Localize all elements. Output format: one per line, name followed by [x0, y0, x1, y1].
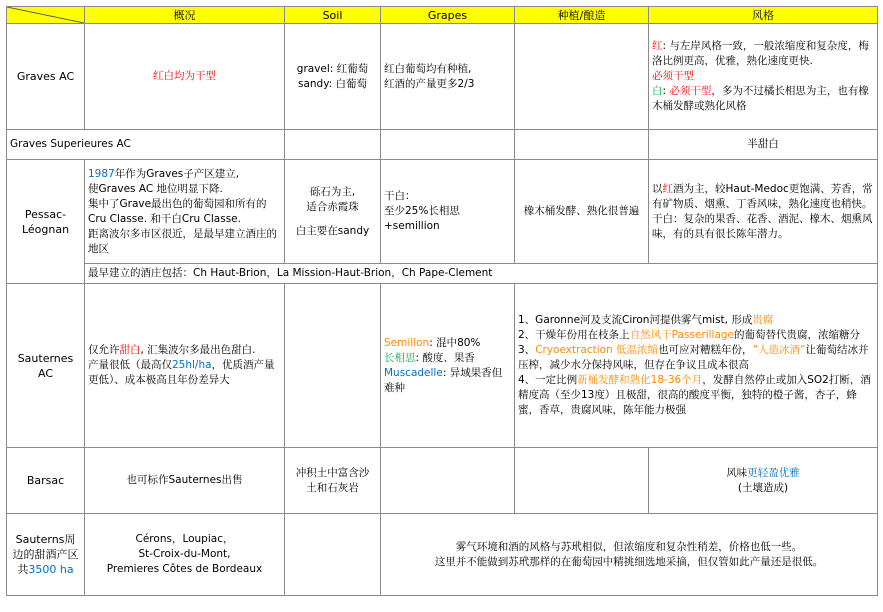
grapes-cell [381, 284, 515, 448]
year: 1987 [88, 167, 115, 180]
point-text: ，发酵自然停止或加入SO2打断，酒精度高（至少13度）且极甜，很高的酸度平衡，独特的橙子酱，杏子，蜂蜜，香草，贵腐风味，陈年能力极强 [518, 374, 871, 416]
row-graves-superieures [7, 130, 878, 160]
region-name: Graves AC [7, 24, 85, 130]
row-pessac-leognan [7, 160, 878, 264]
note-line: 这里并不能做到苏玳那样的在葡萄园中精挑细选地采摘，但仅管如此产量还是很低。 [434, 555, 824, 568]
grape-line [384, 366, 511, 396]
overview-text: , 汇集波尔多最出色甜白. [140, 344, 256, 356]
region-name: Barsac [7, 448, 85, 514]
region-text: 共 [17, 563, 29, 576]
soil-cell [285, 24, 381, 130]
region-name [7, 160, 85, 284]
style-text: 酒为主，较Haut-Medoc更饱满、芳香，常有矿物质、烟熏、丁香风味，熟化速度也稍快。 [652, 182, 873, 210]
orange-highlight: 自然风干Passerillage [629, 329, 735, 341]
point-text: 也可应对糟糕年份， [658, 344, 753, 356]
soil-line: 冲积土中富含沙 [295, 466, 370, 479]
overview-line: Premieres Côtes de Bordeaux [106, 563, 263, 575]
row-pessac-chateaux [7, 264, 878, 284]
grape-text: : 酸度、果香 [415, 351, 475, 364]
soil-cell [285, 514, 381, 596]
viticulture-cell: 橡木桶发酵、熟化很普遍 [515, 160, 649, 264]
viticulture-cell [515, 24, 649, 130]
region-name-line: Sauternes [17, 351, 74, 365]
orange-highlight: 新桶发酵和熟化18-36个月 [577, 374, 703, 386]
grapes-line: 红白葡萄均有种植, [384, 62, 472, 75]
red-highlight: 甜白 [119, 344, 141, 356]
overview-text: 年作为Graves子产区建立, [114, 167, 240, 180]
overview-line: 集中了Grave最出色的葡萄园和所有的Cru Classe. 和干白Cru Classe. [88, 197, 267, 225]
grape-line [384, 351, 511, 366]
style-red-dry: 必须干型 [652, 70, 694, 82]
style-text: 以 [652, 182, 663, 195]
point-2 [518, 328, 874, 343]
note-cell [381, 514, 878, 596]
region-name [7, 284, 85, 448]
soil-line: 适合赤霞珠 [306, 200, 359, 213]
grape-text: : 异域果香但难种 [384, 366, 503, 394]
bordeaux-regions-table [6, 6, 878, 596]
soil-line: gravel: 红葡萄 [296, 62, 369, 75]
grape-name: 长相思 [384, 351, 416, 364]
style-cell [649, 24, 878, 130]
point-1 [518, 313, 874, 328]
style-line: (土壤造成) [737, 481, 789, 494]
grape-name: Muscadelle [384, 366, 443, 379]
style-red-paragraph [652, 39, 874, 69]
white-dry: 必须干型 [669, 85, 712, 97]
grapes-line: 红酒的产量更多2/3 [384, 77, 475, 90]
overview-cell: 红白均为干型 [85, 24, 285, 130]
region-name-line: Pessac- [24, 207, 67, 221]
soil-line: 砾石为主, [309, 185, 356, 198]
grapes-line: 至少25%长相思 [384, 205, 460, 217]
header-overview: 概况 [85, 7, 285, 24]
style-text: 风味 [726, 466, 748, 479]
orange-highlight: 贵腐 [752, 314, 774, 326]
grapes-cell [381, 160, 515, 264]
overview-cell [85, 284, 285, 448]
row-around-sauternes [7, 514, 878, 596]
header-viticulture: 种植/酿造 [515, 7, 649, 24]
note-line: 雾气环境和酒的风格与苏玳相似，但浓缩度和复杂性稍差，价格也低一些。 [455, 540, 803, 553]
region-name-line [10, 562, 81, 577]
viticulture-style-cell [515, 284, 878, 448]
grape-line [384, 336, 511, 351]
area-highlight: 3500 ha [28, 563, 74, 576]
soil-line: 土和石灰岩 [306, 481, 359, 494]
region-name-line: 边的甜酒产区 [12, 548, 79, 561]
overview-text: ，优质酒产量更低）、成本极高且年份差异大 [88, 359, 275, 386]
style-white-paragraph: 干白：复杂的果香、花香、酒泥、橡木、烟熏风味，有的具有很长陈年潜力。 [652, 212, 873, 240]
viticulture-cell [515, 448, 649, 514]
header-soil: Soil [285, 7, 381, 24]
style-cell: 半甜白 [649, 130, 878, 160]
overview-line [88, 358, 281, 388]
grapes-line: 干白： [384, 190, 416, 202]
region-name-line: Léognan [21, 222, 70, 236]
white-colon: : [662, 85, 670, 97]
yield-highlight: 25hl/ha [172, 359, 212, 371]
style-red-text: : 与左岸风格一致，一般浓缩度和复杂度，梅洛比例更高，优雅，熟化速度更快. [652, 40, 869, 67]
overview-line: 使Graves AC 地位明显下降. [88, 182, 223, 195]
diagonal-line [7, 7, 84, 23]
orange-highlight: “人造冰酒” [752, 344, 806, 356]
soil-line: sandy: 白葡萄 [297, 77, 368, 90]
point-text: 3、 [518, 344, 536, 356]
soil-cell [285, 284, 381, 448]
soil-cell [285, 448, 381, 514]
grape-name: Semillon [384, 336, 430, 349]
grape-text: : 混中80% [429, 336, 481, 349]
overview-cell: 也可标作Sauternes出售 [85, 448, 285, 514]
style-cell [649, 448, 878, 514]
overview-line [88, 167, 281, 182]
point-text: 让葡萄结冰并压榨，减少水分保持风味，但存在争议且成本很高 [518, 344, 869, 371]
point-text: 1、Garonne河及支流Ciron河提供雾气mist, 形成 [518, 314, 753, 326]
grapes-cell [381, 130, 515, 160]
red-label: 红 [652, 40, 663, 52]
header-row [7, 7, 878, 24]
header-grapes: Grapes [381, 7, 515, 24]
region-name-line: Sauterns周 [15, 533, 76, 546]
overview-text: 产量很低（最高仅 [88, 359, 172, 371]
region-name [7, 514, 85, 596]
style-white-paragraph [652, 84, 874, 114]
red-highlight: 红 [662, 182, 673, 195]
viticulture-cell [515, 130, 649, 160]
spacer [288, 215, 377, 224]
point-text: 4、一定比例 [518, 374, 578, 386]
corner-cell [7, 7, 85, 24]
blue-highlight: 更轻盈优雅 [747, 466, 800, 479]
region-name-line: AC [37, 366, 53, 380]
region-name: Graves Superieures AC [7, 130, 285, 160]
style-white-text: ，多为不过橘长相思为主，也有橡木桶发酵或熟化风格 [652, 85, 869, 112]
point-4 [518, 373, 874, 418]
overview-line: Cérons，Loupiac， [135, 533, 234, 545]
point-text: 的葡萄替代贵腐，浓缩糖分 [734, 329, 861, 341]
grapes-line: +semillion [384, 220, 440, 232]
point-3 [518, 343, 874, 373]
style-cell [649, 160, 878, 264]
overview-line [88, 343, 281, 358]
style-line [652, 466, 874, 481]
white-label: 白 [652, 85, 663, 97]
overview-text: 仅允许 [88, 344, 120, 356]
orange-highlight: Cryoextraction 低温浓缩 [535, 344, 659, 356]
style-red-paragraph [652, 182, 874, 212]
overview-line: St-Croix-du-Mont, [138, 548, 231, 560]
point-text: 2、干燥年份用在枝条上 [518, 329, 630, 341]
overview-line: 距离波尔多市区很近，是最早建立酒庄的地区 [88, 227, 277, 255]
header-style: 风格 [649, 7, 878, 24]
grapes-cell [381, 24, 515, 130]
soil-line: 白主要在sandy [295, 224, 370, 237]
soil-cell [285, 160, 381, 264]
grapes-cell [381, 448, 515, 514]
row-sauternes [7, 284, 878, 448]
row-graves [7, 24, 878, 130]
row-barsac [7, 448, 878, 514]
chateaux-note: 最早建立的酒庄包括：Ch Haut-Brion，La Mission-Haut-Brion，Ch Pape-Clement [85, 264, 878, 284]
soil-cell [285, 130, 381, 160]
overview-cell [85, 514, 285, 596]
overview-cell [85, 160, 285, 264]
